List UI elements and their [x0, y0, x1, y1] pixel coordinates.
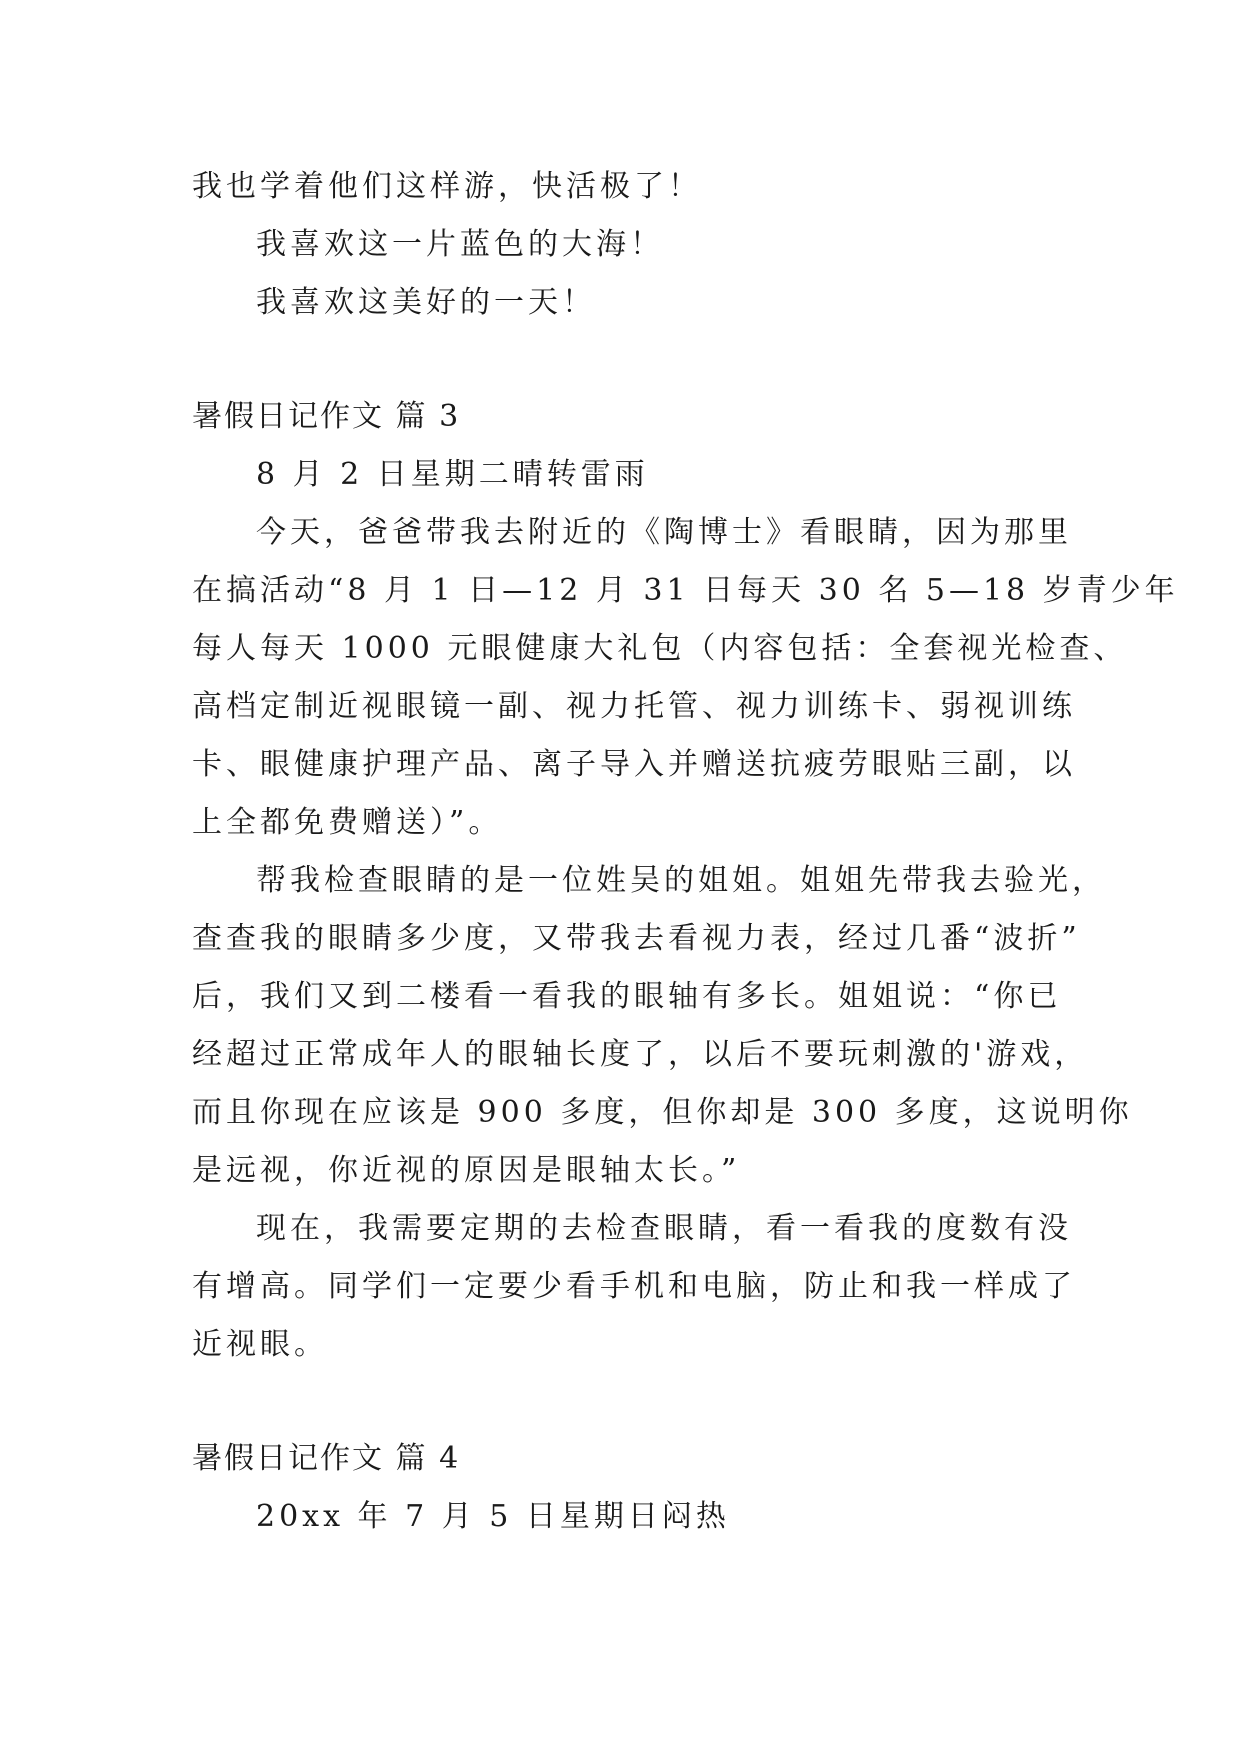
text-line: 我喜欢这美好的一天！	[256, 285, 596, 320]
section-heading: 暑假日记作文 篇 3	[192, 399, 461, 434]
paragraph-line: 帮我检查眼睛的是一位姓吴的姐姐。姐姐先带我去验光，	[256, 863, 1106, 898]
date-line: 8 月 2 日星期二晴转雷雨	[256, 457, 649, 492]
paragraph-line: 卡、眼健康护理产品、离子导入并赠送抗疲劳眼贴三副，以	[192, 747, 1076, 782]
paragraph-line: 现在，我需要定期的去检查眼睛，看一看我的度数有没	[256, 1211, 1072, 1246]
paragraph-line: 上全都免费赠送）”。	[192, 805, 503, 840]
paragraph-line: 是远视，你近视的原因是眼轴太长。”	[192, 1153, 741, 1188]
paragraph-line: 高档定制近视眼镜一副、视力托管、视力训练卡、弱视训练	[192, 689, 1076, 724]
paragraph-line: 在搞活动“8 月 1 日—12 月 31 日每天 30 名 5—18 岁青少年	[192, 573, 1179, 608]
paragraph-line: 近视眼。	[192, 1327, 328, 1362]
paragraph-line: 后，我们又到二楼看一看我的眼轴有多长。姐姐说：“你已	[192, 979, 1062, 1014]
date-line: 20xx 年 7 月 5 日星期日闷热	[256, 1499, 730, 1534]
paragraph-line: 而且你现在应该是 900 多度，但你却是 300 多度，这说明你	[192, 1095, 1133, 1130]
paragraph-line: 每人每天 1000 元眼健康大礼包（内容包括：全套视光检查、	[192, 631, 1128, 666]
paragraph-line: 查查我的眼睛多少度，又带我去看视力表，经过几番“波折”	[192, 921, 1081, 956]
paragraph-line: 经超过正常成年人的眼轴长度了，以后不要玩刺激的'游戏，	[192, 1037, 1089, 1072]
text-line: 我喜欢这一片蓝色的大海！	[256, 227, 664, 262]
paragraph-line: 今天，爸爸带我去附近的《陶博士》看眼睛，因为那里	[256, 515, 1072, 550]
section-heading: 暑假日记作文 篇 4	[192, 1441, 461, 1476]
paragraph-line: 有增高。同学们一定要少看手机和电脑，防止和我一样成了	[192, 1269, 1076, 1304]
text-line: 我也学着他们这样游，快活极了！	[192, 169, 702, 204]
